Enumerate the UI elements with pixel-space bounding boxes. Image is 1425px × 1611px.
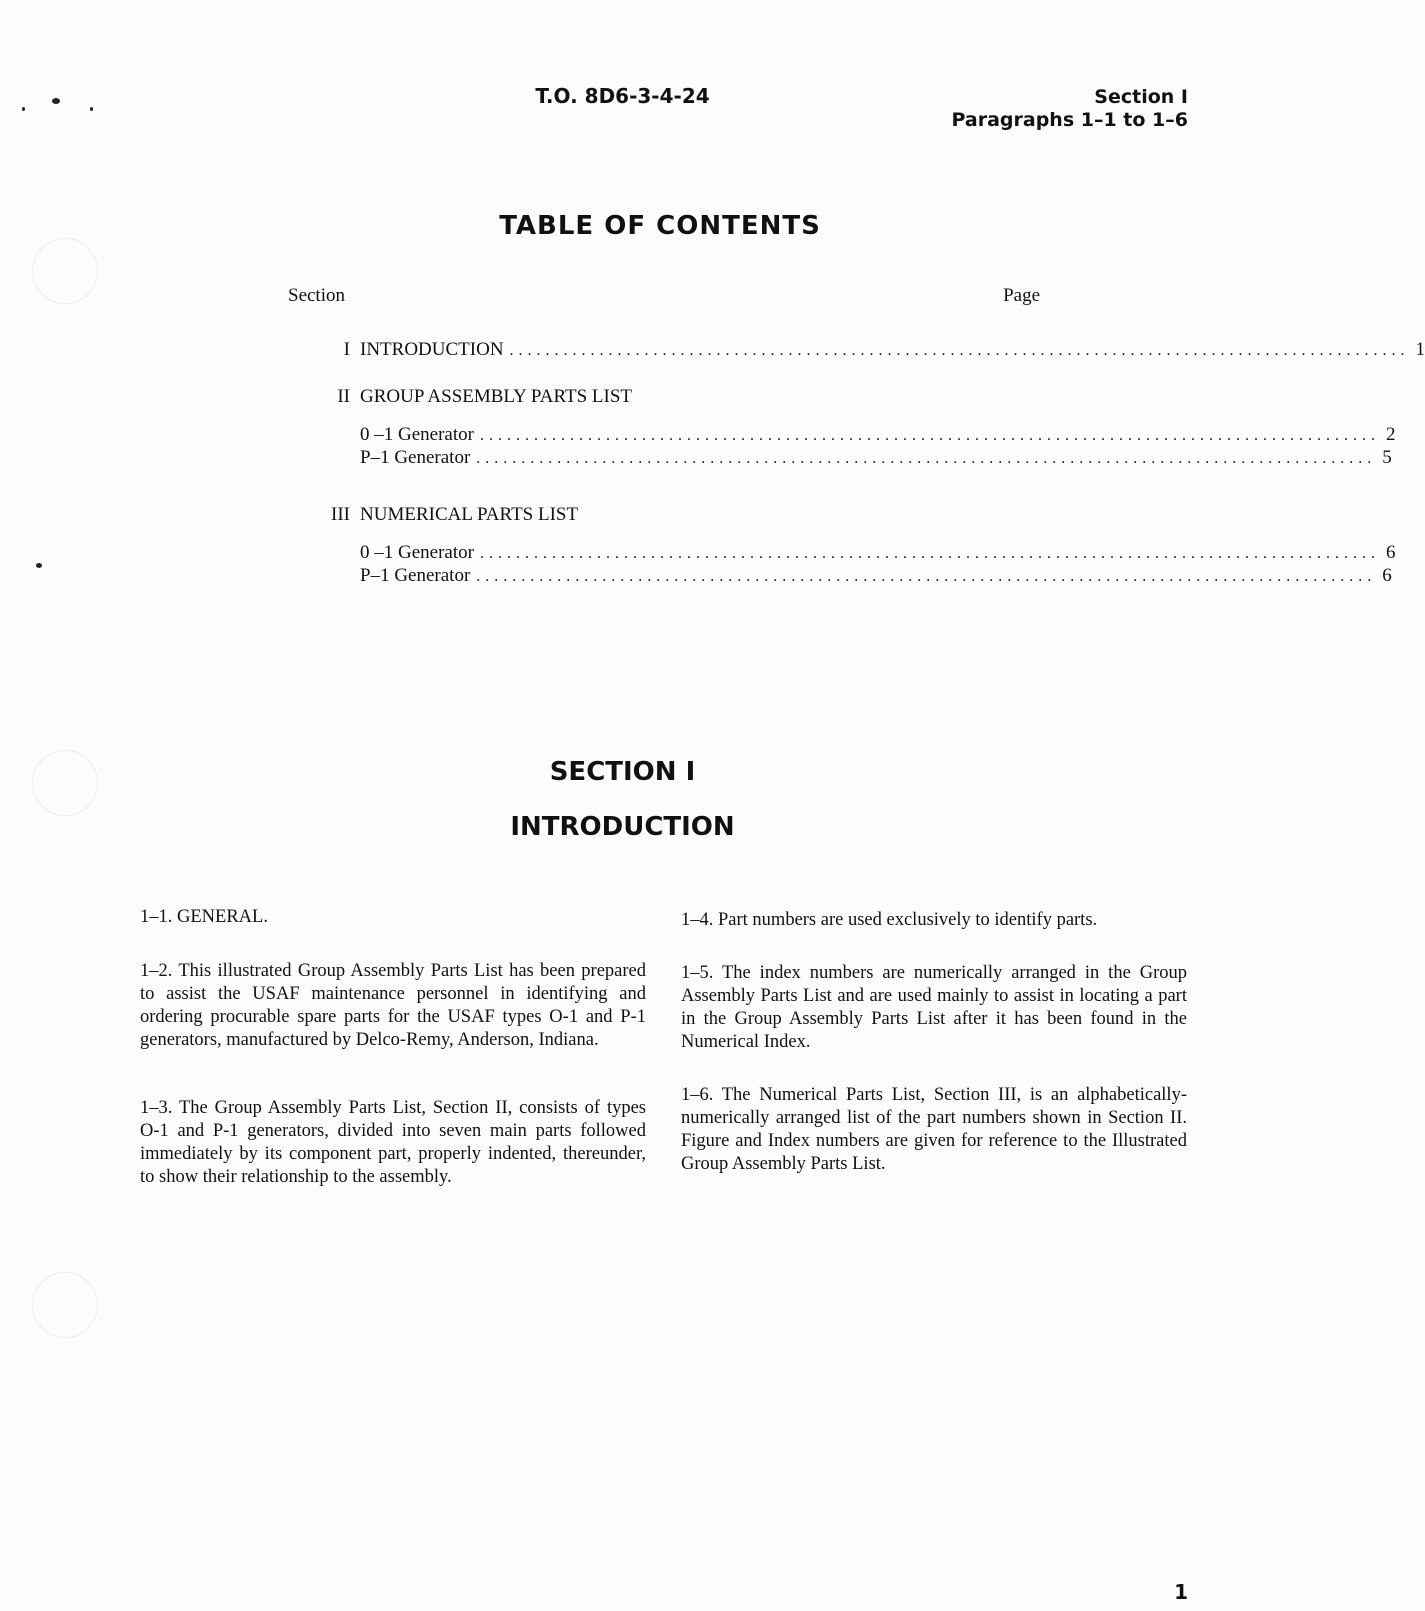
toc-page: 5	[1382, 447, 1392, 468]
right-column	[681, 909, 1187, 1176]
toc-label: GROUP ASSEMBLY PARTS LIST	[360, 386, 633, 407]
toc-entry[interactable]	[288, 386, 1040, 409]
toc-entry[interactable]	[288, 424, 1396, 447]
dot-leader: ....................................................................................................	[479, 545, 1380, 562]
toc-title: TABLE OF CONTENTS	[499, 211, 821, 241]
toc-numeral: III	[331, 504, 350, 525]
scan-speck	[36, 563, 42, 568]
toc-entry[interactable]	[288, 339, 1425, 362]
toc-label: INTRODUCTION	[360, 339, 504, 360]
punch-hole	[32, 1272, 98, 1338]
punch-hole	[32, 238, 98, 304]
toc-entry[interactable]	[288, 542, 1396, 565]
toc-label: P–1 Generator	[360, 565, 471, 586]
header-paragraphs: Paragraphs 1–1 to 1–6	[951, 109, 1188, 131]
toc-page-heading: Page	[1003, 285, 1040, 306]
paragraph-1-1: 1–1. GENERAL.	[140, 907, 268, 927]
page-number: 1	[1174, 1580, 1188, 1604]
dot-leader: ....................................................................................................	[509, 342, 1410, 359]
paragraph-1-2: 1–2. This illustrated Group Assembly Parts List has been prepared to assist the USAF maintenance personnel in identifying and ordering procurable spare parts for the USAF types O-1 and P-1 generators, manufactured by Delco-Remy, Anderson, Indiana.	[140, 961, 646, 1050]
toc-numeral: II	[337, 386, 350, 407]
dot-leader: ....................................................................................................	[476, 450, 1377, 467]
section-subtitle: INTRODUCTION	[510, 812, 735, 842]
toc-label: NUMERICAL PARTS LIST	[360, 504, 579, 525]
toc-label: P–1 Generator	[360, 447, 471, 468]
paragraph-1-3: 1–3. The Group Assembly Parts List, Section II, consists of types O-1 and P-1 generators, divided into seven main parts followed immediately by its component part, properly indented, thereunder, to show their relationship to the assembly.	[140, 1098, 646, 1187]
page-header-right	[951, 86, 1188, 132]
toc-label: 0 –1 Generator	[360, 424, 474, 445]
toc-numeral: I	[343, 339, 350, 360]
header-section: Section I	[1094, 86, 1188, 108]
paragraph-1-4: 1–4. Part numbers are used exclusively to identify parts.	[681, 910, 1098, 930]
paragraph-1-5: 1–5. The index numbers are numerically arranged in the Group Assembly Parts List and are used mainly to assist in locating a part in the Group Assembly Parts List after it has been found in the Numerical Index.	[681, 963, 1187, 1052]
dot-leader: ....................................................................................................	[479, 427, 1380, 444]
toc-page: 6	[1382, 565, 1392, 586]
table-of-contents	[288, 281, 1425, 588]
toc-label: 0 –1 Generator	[360, 542, 474, 563]
toc-entry[interactable]	[288, 565, 1392, 588]
document-number: T.O. 8D6-3-4-24	[535, 84, 710, 108]
toc-entry[interactable]	[288, 504, 1040, 527]
toc-page: 6	[1385, 542, 1396, 563]
left-column	[140, 906, 646, 1189]
toc-entry[interactable]	[288, 447, 1392, 470]
toc-section-heading: Section	[288, 285, 345, 306]
toc-page: 1	[1415, 339, 1425, 360]
paragraph-1-6: 1–6. The Numerical Parts List, Section III, is an alphabetically-numerically arranged list of the part numbers shown in Section II. Figure and Index numbers are given for reference to the Illustrated Group Assembly Parts List.	[681, 1085, 1187, 1174]
toc-column-headings	[288, 281, 1040, 339]
dot-leader: ....................................................................................................	[476, 568, 1377, 585]
toc-page: 2	[1385, 424, 1396, 445]
section-title: SECTION I	[549, 757, 696, 787]
